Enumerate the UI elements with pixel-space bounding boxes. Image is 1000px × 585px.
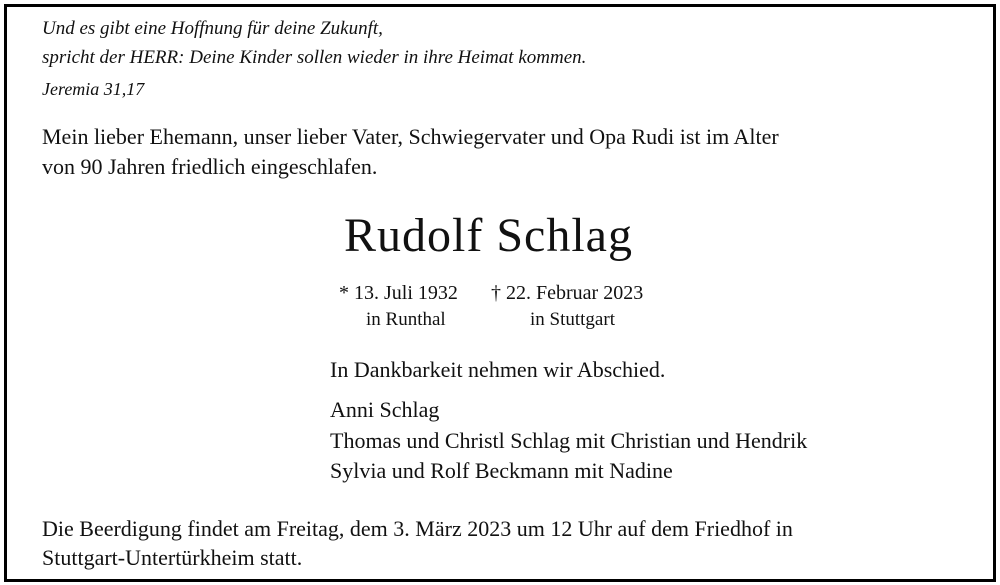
funeral-info-line-1: Die Beerdigung findet am Freitag, dem 3. März 2023 um 12 Uhr auf dem Friedhof in bbox=[42, 516, 793, 541]
death-place: in Stuttgart bbox=[530, 309, 615, 330]
mourner-1: Anni Schlag bbox=[330, 397, 440, 422]
deceased-name: Rudolf Schlag bbox=[344, 209, 633, 262]
birth-date: * 13. Juli 1932 bbox=[339, 282, 458, 304]
birth-place: in Runthal bbox=[366, 309, 446, 330]
mourner-2: Thomas und Christl Schlag mit Christian und Hendrik bbox=[330, 428, 808, 453]
bible-verse-line-2: spricht der HERR: Deine Kinder sollen wieder in ihre Heimat kommen. bbox=[42, 47, 587, 68]
farewell-text: In Dankbarkeit nehmen wir Abschied. bbox=[330, 357, 666, 382]
funeral-info-line-2: Stuttgart-Untertürkheim statt. bbox=[42, 545, 303, 570]
intro-line-1: Mein lieber Ehemann, unser lieber Vater, Schwiegervater und Opa Rudi ist im Alter bbox=[42, 124, 779, 149]
death-date: † 22. Februar 2023 bbox=[491, 282, 644, 304]
mourner-3: Sylvia und Rolf Beckmann mit Nadine bbox=[330, 458, 673, 483]
bible-verse-line-1: Und es gibt eine Hoffnung für deine Zukunft, bbox=[42, 18, 383, 39]
intro-line-2: von 90 Jahren friedlich eingeschlafen. bbox=[42, 154, 378, 179]
bible-verse-reference: Jeremia 31,17 bbox=[42, 79, 145, 99]
